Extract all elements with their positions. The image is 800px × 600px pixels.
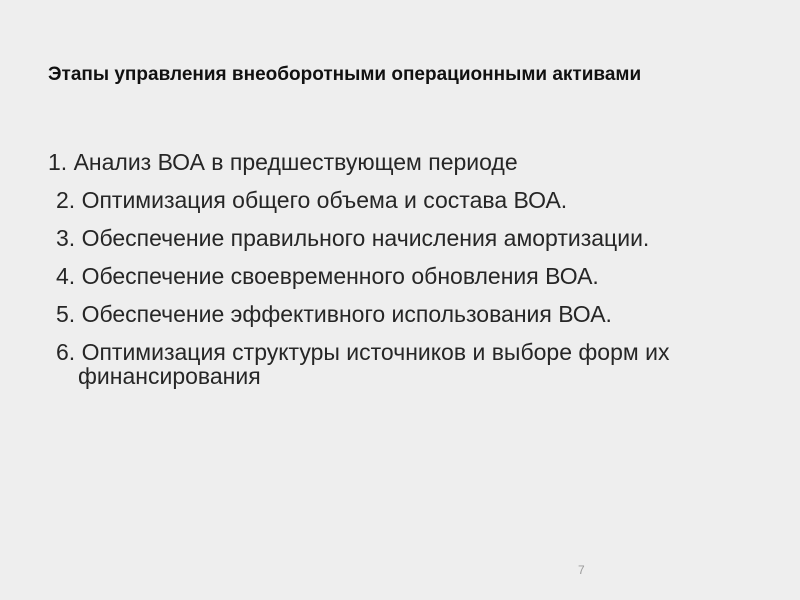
slide-title: Этапы управления внеоборотными операционными активами	[48, 64, 642, 85]
list-item: 2. Оптимизация общего объема и состава ВОА.	[56, 187, 568, 213]
list-item: 5. Обеспечение эффективного использования ВОА.	[56, 301, 612, 327]
list-item: 1. Анализ ВОА в предшествующем периоде	[48, 149, 518, 175]
stage-list	[48, 150, 748, 402]
list-item: 3. Обеспечение правильного начисления амортизации.	[56, 225, 650, 251]
list-item: 4. Обеспечение своевременного обновления ВОА.	[56, 263, 599, 289]
list-item: 6. Оптимизация структуры источников и выборе форм их финансирования	[56, 339, 670, 389]
page-number: 7	[578, 563, 585, 577]
